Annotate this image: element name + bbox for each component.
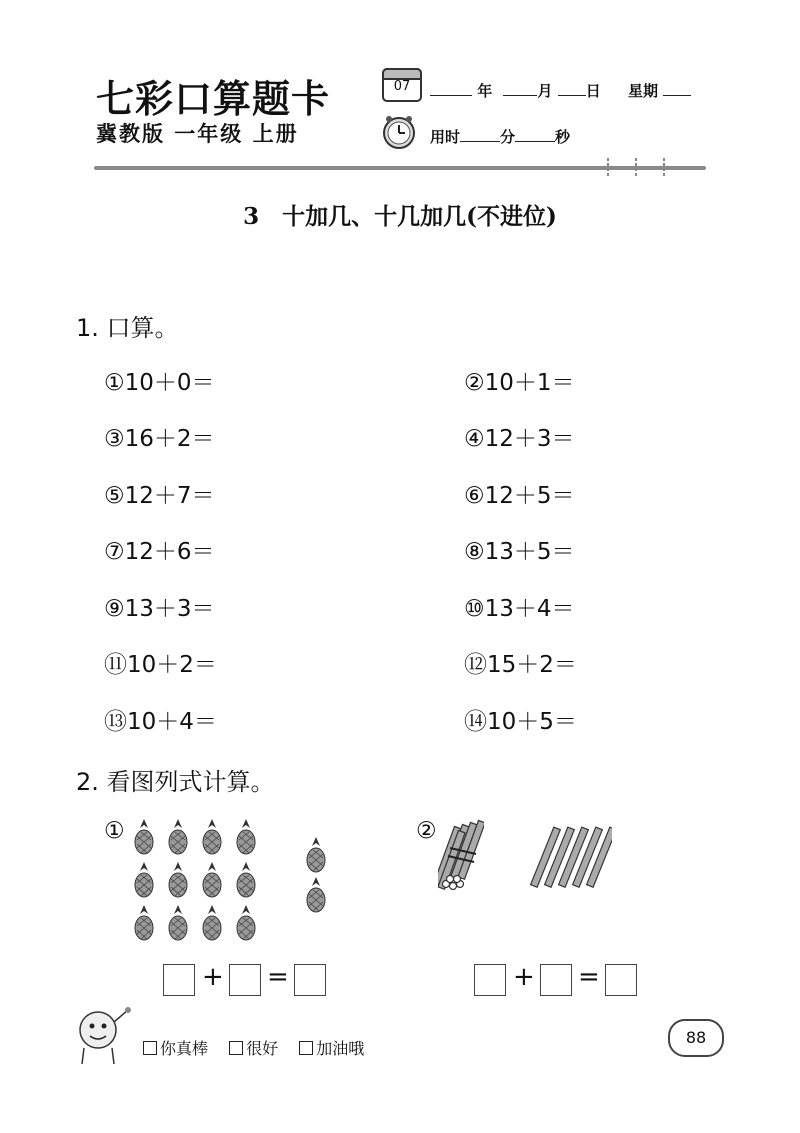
seconds-label: 秒 [555,128,571,146]
problem-5: ⑤12＋7＝ [104,483,215,509]
plus-sign: + [202,962,224,992]
minutes-label: 分 [500,128,516,146]
page-number: 88 [668,1019,724,1057]
minutes-blank[interactable] [460,127,500,142]
problem-9: ⑨13＋3＝ [104,596,215,622]
problem-11: ⑪10＋2＝ [104,652,217,678]
pineapple-icon [201,904,223,942]
calendar-icon [382,68,422,102]
rating-options [143,1036,364,1059]
header-divider [94,166,706,170]
checkbox-keep-going[interactable] [299,1041,313,1055]
problem-8: ⑧13＋5＝ [464,539,575,565]
problem-2: ②10＋1＝ [464,370,575,396]
picture1-number: ① [104,818,125,844]
weekday-label: 星期 [627,82,658,100]
option-keep-going: 加油哦 [316,1039,365,1058]
lesson-title: 3 十加几、十几加几(不进位) [243,203,557,230]
answer-box[interactable] [294,964,326,996]
pineapple-icon [235,904,257,942]
rivet-icon [606,158,610,178]
answer-box[interactable] [540,964,572,996]
year-label: 年 [477,82,493,100]
option-great: 你真棒 [160,1039,209,1058]
date-fields [430,80,691,101]
section2-title: 2. 看图列式计算。 [76,768,275,796]
problem-10: ⑩13＋4＝ [464,596,575,622]
month-label: 月 [537,82,553,100]
picture2-number: ② [416,818,437,844]
problem-12: ⑫15＋2＝ [464,652,577,678]
mascot-icon [70,1004,134,1066]
time-used-label: 用时 [430,128,461,146]
option-good: 很好 [246,1039,279,1058]
problem-4: ④12＋3＝ [464,426,575,452]
clock-icon [381,114,417,150]
day-label: 日 [585,82,601,100]
answer-box[interactable] [605,964,637,996]
pineapple-icon [201,818,223,856]
pineapple-icon [167,818,189,856]
month-blank[interactable] [503,81,537,96]
equals-sign: = [578,962,600,992]
answer-box[interactable] [229,964,261,996]
stick-bundle-icon [438,818,484,894]
day-blank[interactable] [558,81,586,96]
edition-label: 冀教版 一年级 上册 [96,122,299,146]
rivet-icon [662,158,666,178]
pineapple-icon [305,836,327,874]
answer-box[interactable] [474,964,506,996]
pineapple-icon [305,876,327,914]
time-fields [430,126,570,147]
loose-sticks-icon [524,826,612,890]
pineapple-icon [133,818,155,856]
pineapple-icon [235,861,257,899]
calendar-day: 07 [393,79,411,94]
weekday-blank[interactable] [663,81,691,96]
pineapple-icon [201,861,223,899]
rivet-icon [634,158,638,178]
equals-sign: = [267,962,289,992]
pineapple-icon [133,904,155,942]
problem-14: ⑭10＋5＝ [464,709,577,735]
problem-13: ⑬10＋4＝ [104,709,217,735]
pineapple-icon [235,818,257,856]
year-blank[interactable] [430,81,472,96]
seconds-blank[interactable] [515,127,555,142]
answer-box[interactable] [163,964,195,996]
problem-3: ③16＋2＝ [104,426,215,452]
pineapple-icon [167,861,189,899]
plus-sign: + [513,962,535,992]
section1-title: 1. 口算。 [76,314,179,342]
pineapple-icon [133,861,155,899]
checkbox-great[interactable] [143,1041,157,1055]
problem-7: ⑦12＋6＝ [104,539,215,565]
problem-1: ①10＋0＝ [104,370,215,396]
brand-title: 七彩口算题卡 [96,76,331,121]
pineapple-icon [167,904,189,942]
problem-6: ⑥12＋5＝ [464,483,575,509]
checkbox-good[interactable] [229,1041,243,1055]
